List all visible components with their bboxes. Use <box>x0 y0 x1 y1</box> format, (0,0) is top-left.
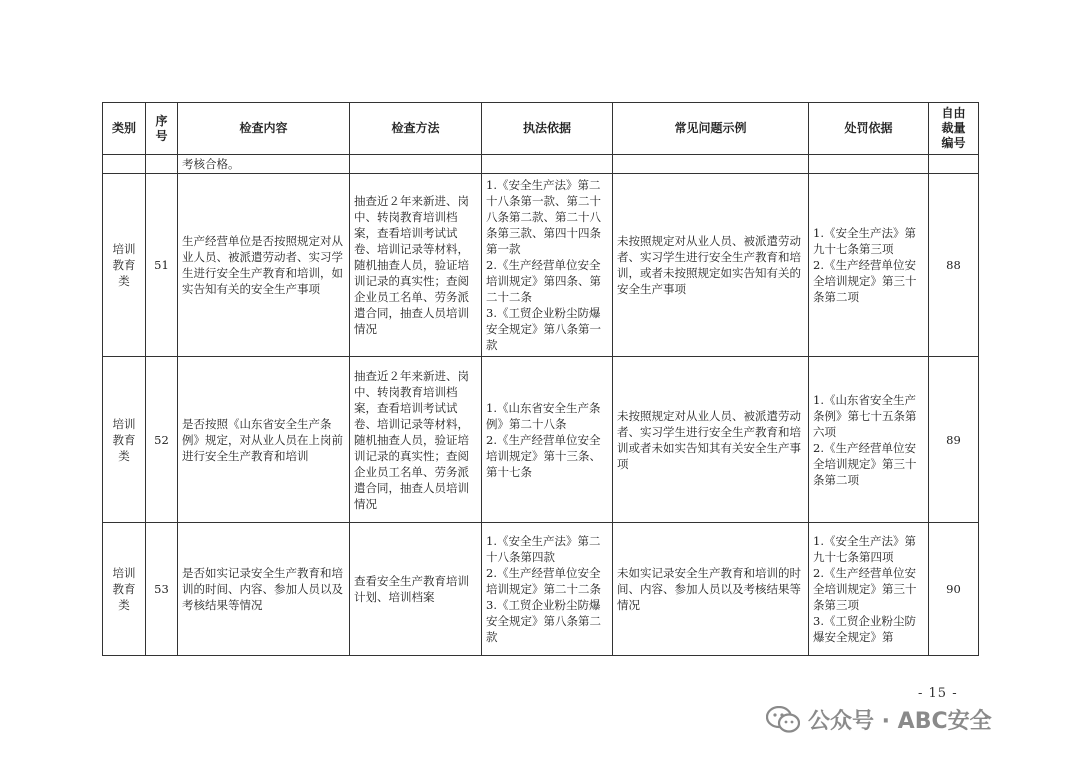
row-problems: 未按照规定对从业人员、被派遣劳动者、实习学生进行安全生产教育和培训或者未如实告知其有关安全生产事项 <box>613 357 809 523</box>
row-problems: 未按照规定对从业人员、被派遣劳动者、实习学生进行安全生产教育和培训，或者未按照规定如实告知有关的安全生产事项 <box>613 174 809 357</box>
header-category: 类别 <box>103 103 146 155</box>
continuation-row <box>103 155 979 174</box>
row-basis: 1.《安全生产法》第二十八条第一款、第二十八条第二款、第二十八条第三款、第四十四条第一款 2.《生产经营单位安全培训规定》第四条、第二十二条 3.《工贸企业粉尘防爆安全规定》第八条第一款 <box>482 174 613 357</box>
header-basis: 执法依据 <box>482 103 613 155</box>
header-content: 检查内容 <box>178 103 350 155</box>
header-seq: 序 号 <box>146 103 178 155</box>
table-header-row <box>103 103 979 155</box>
wechat-icon <box>766 706 800 734</box>
row-penalty: 1.《安全生产法》第九十七条第四项 2.《生产经营单位安全培训规定》第三十条第三项 3.《工贸企业粉尘防爆安全规定》第 <box>809 523 929 656</box>
row-penalty: 1.《安全生产法》第九十七条第三项 2.《生产经营单位安全培训规定》第三十条第二项 <box>809 174 929 357</box>
row-content: 生产经营单位是否按照规定对从业人员、被派遣劳动者、实习学生进行安全生产教育和培训，如实告知有关的安全生产事项 <box>178 174 350 357</box>
inspection-table <box>102 102 979 656</box>
cont-method <box>350 155 482 174</box>
watermark-text: 公众号 · ABC安全 <box>808 709 992 734</box>
row-seq: 52 <box>146 357 178 523</box>
watermark <box>766 704 992 735</box>
row-problems: 未如实记录安全生产教育和培训的时间、内容、参加人员以及考核结果等情况 <box>613 523 809 656</box>
cont-problems <box>613 155 809 174</box>
row-category: 培训 教育 类 <box>103 523 146 656</box>
row-basis: 1.《山东省安全生产条例》第二十八条 2.《生产经营单位安全培训规定》第十三条、第十七条 <box>482 357 613 523</box>
cont-category <box>103 155 146 174</box>
header-penalty: 处罚依据 <box>809 103 929 155</box>
table-row <box>103 357 979 523</box>
row-seq: 51 <box>146 174 178 357</box>
row-penalty: 1.《山东省安全生产条例》第七十五条第六项 2.《生产经营单位安全培训规定》第三十条第二项 <box>809 357 929 523</box>
table-row <box>103 523 979 656</box>
cont-basis <box>482 155 613 174</box>
row-category: 培训 教育 类 <box>103 357 146 523</box>
row-content: 是否如实记录安全生产教育和培训的时间、内容、参加人员以及考核结果等情况 <box>178 523 350 656</box>
row-method: 抽查近２年来新进、岗中、转岗教育培训档案，查看培训考试试卷、培训记录等材料，随机抽查人员，验证培训记录的真实性；查阅企业员工名单、劳务派遣合同，抽查人员培训情况 <box>350 357 482 523</box>
row-content: 是否按照《山东省安全生产条例》规定，对从业人员在上岗前进行安全生产教育和培训 <box>178 357 350 523</box>
row-discretion: 88 <box>929 174 979 357</box>
row-method: 抽查近２年来新进、岗中、转岗教育培训档案，查看培训考试试卷、培训记录等材料，随机抽查人员，验证培训记录的真实性；查阅企业员工名单、劳务派遣合同，抽查人员培训情况 <box>350 174 482 357</box>
header-method: 检查方法 <box>350 103 482 155</box>
page-number: - 15 - <box>918 686 958 701</box>
header-problems: 常见问题示例 <box>613 103 809 155</box>
cont-discretion <box>929 155 979 174</box>
row-basis: 1.《安全生产法》第二十八条第四款 2.《生产经营单位安全培训规定》第二十二条 3.《工贸企业粉尘防爆安全规定》第八条第二款 <box>482 523 613 656</box>
cont-content: 考核合格。 <box>178 155 350 174</box>
row-category: 培训 教育 类 <box>103 174 146 357</box>
table-row <box>103 174 979 357</box>
row-seq: 53 <box>146 523 178 656</box>
row-discretion: 89 <box>929 357 979 523</box>
row-discretion: 90 <box>929 523 979 656</box>
cont-seq <box>146 155 178 174</box>
header-discretion: 自由 裁量 编号 <box>929 103 979 155</box>
cont-penalty <box>809 155 929 174</box>
row-method: 查看安全生产教育培训计划、培训档案 <box>350 523 482 656</box>
